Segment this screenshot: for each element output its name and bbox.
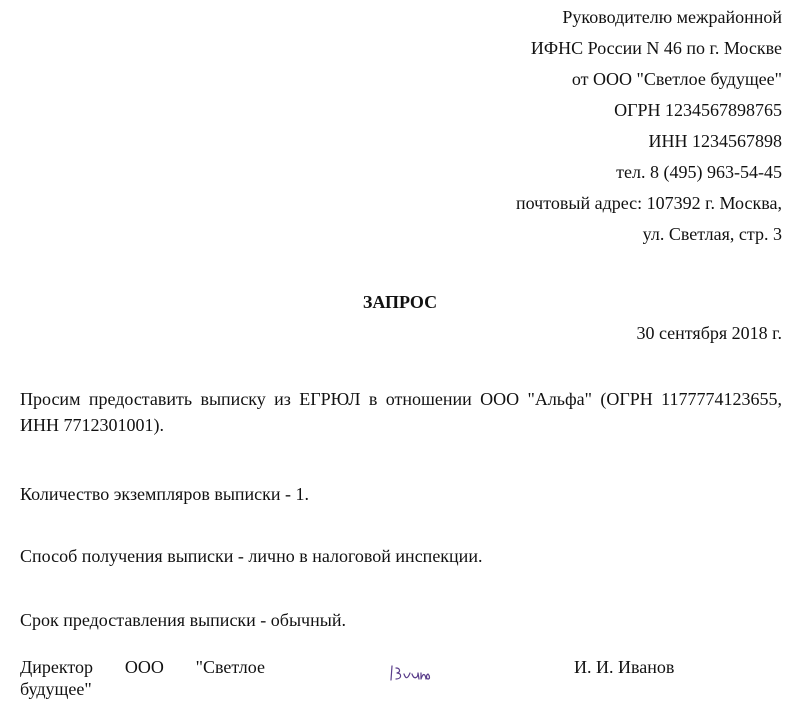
addressee-line: почтовый адрес: 107392 г. Москва, [516, 193, 782, 213]
term-paragraph: Срок предоставления выписки - обычный. [20, 610, 346, 630]
addressee-line: тел. 8 (495) 963-54-45 [616, 162, 782, 182]
addressee-block [516, 4, 782, 252]
addressee-line: ИФНС России N 46 по г. Москве [530, 38, 782, 58]
addressee-line: ОГРН 1234567898765 [614, 100, 782, 120]
handwritten-signature [388, 662, 432, 688]
addressee-line: ИНН 1234567898 [648, 131, 782, 151]
copies-paragraph: Количество экземпляров выписки - 1. [20, 484, 310, 504]
addressee-line: от ООО "Светлое будущее" [571, 69, 782, 89]
signatory-name: И. И. Иванов [574, 657, 675, 677]
document-date: 30 сентября 2018 г. [636, 323, 782, 343]
document-title: ЗАПРОС [362, 292, 438, 312]
addressee-line: ул. Светлая, стр. 3 [642, 224, 782, 244]
addressee-line: Руководителю межрайонной [562, 7, 782, 27]
signatory-position: Директор ООО "Светлое будущее" [20, 657, 265, 699]
method-paragraph: Способ получения выписки - лично в налоговой инспекции. [20, 546, 483, 566]
request-paragraph: Просим предоставить выписку из ЕГРЮЛ в отношении ООО "Альфа" (ОГРН 1177774123655, ИНН 7712301001). [20, 389, 782, 435]
